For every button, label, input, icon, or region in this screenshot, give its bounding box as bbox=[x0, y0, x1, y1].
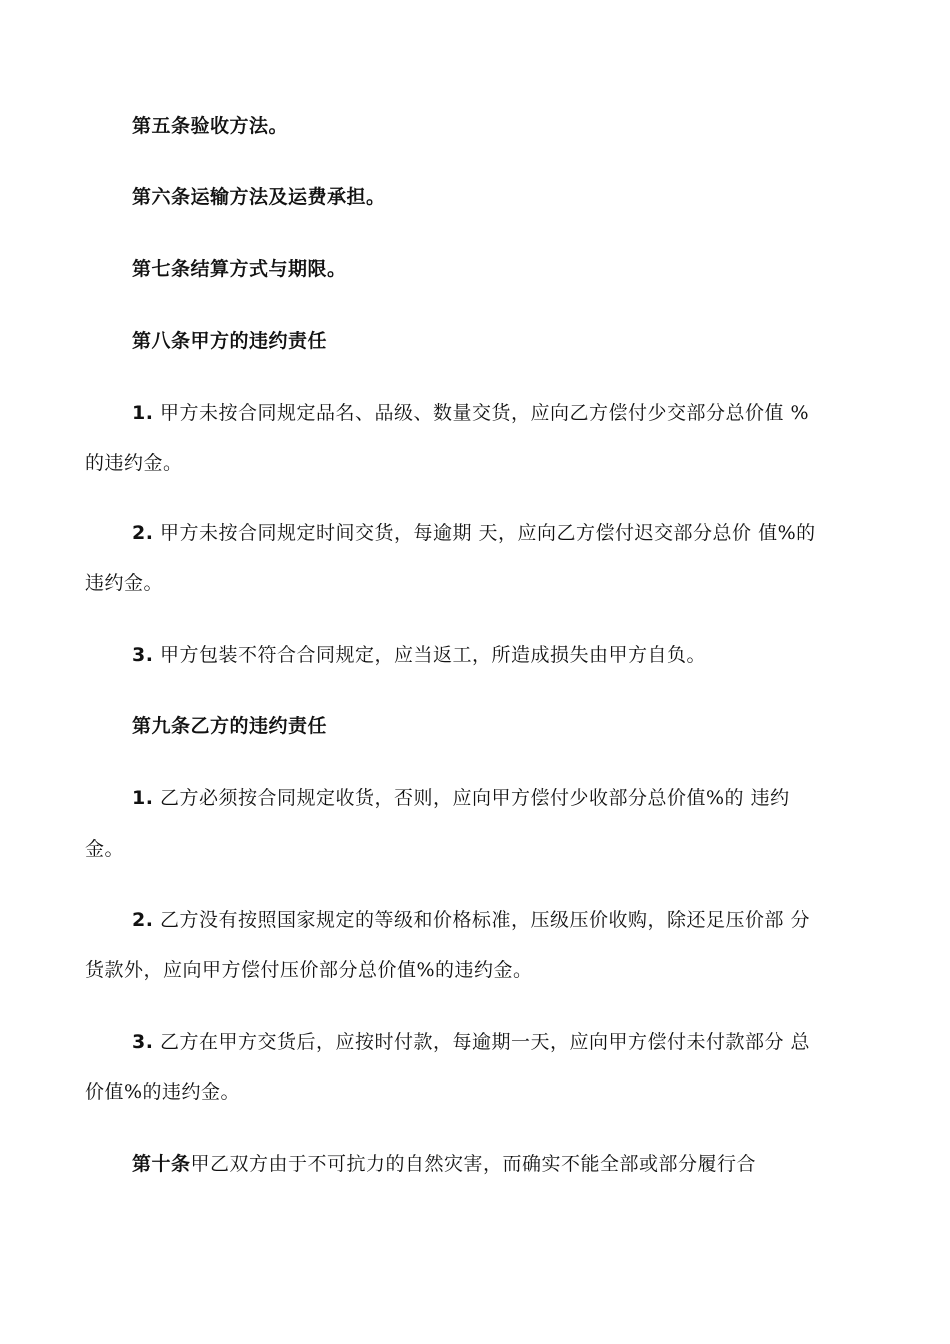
article-10-label: 第十条 bbox=[132, 1153, 191, 1175]
article-8-item-3 bbox=[132, 643, 706, 667]
article-5-title: 第五条验收方法。 bbox=[132, 115, 289, 137]
article-8-item-2 bbox=[132, 521, 816, 545]
article-10-text: 甲乙双方由于不可抗力的自然灾害，而确实不能全部或部分履行合 bbox=[190, 1153, 757, 1175]
article-8-item-1-continued: 的违约金。 bbox=[85, 452, 183, 474]
item-number: 3. bbox=[132, 644, 154, 666]
article-9-item-3 bbox=[132, 1030, 810, 1054]
article-8-title: 第八条甲方的违约责任 bbox=[132, 330, 328, 352]
item-text: 乙方在甲方交货后，应按时付款，每逾期一天，应向甲方偿付未付款部分 总 bbox=[153, 1031, 811, 1053]
item-text: 甲方未按合同规定品名、品级、数量交货，应向乙方偿付少交部分总价值 % bbox=[153, 402, 810, 424]
article-9-item-2 bbox=[132, 908, 810, 932]
item-number: 2. bbox=[132, 522, 154, 544]
item-number: 1. bbox=[132, 402, 154, 424]
article-9-title: 第九条乙方的违约责任 bbox=[132, 715, 328, 737]
item-number: 1. bbox=[132, 787, 154, 809]
article-9-item-2-continued: 货款外，应向甲方偿付压价部分总价值%的违约金。 bbox=[85, 959, 533, 981]
article-7-title: 第七条结算方式与期限。 bbox=[132, 258, 347, 280]
item-number: 2. bbox=[132, 909, 154, 931]
item-text: 甲方包装不符合合同规定，应当返工，所造成损失由甲方自负。 bbox=[153, 644, 706, 666]
article-6-title: 第六条运输方法及运费承担。 bbox=[132, 186, 386, 208]
article-8-item-1 bbox=[132, 401, 809, 425]
item-text: 甲方未按合同规定时间交货，每逾期 天，应向乙方偿付迟交部分总价 值%的 bbox=[153, 522, 816, 544]
item-text: 乙方没有按照国家规定的等级和价格标准，压级压价收购，除还足压价部 分 bbox=[153, 909, 811, 931]
article-9-item-1-continued: 金。 bbox=[85, 838, 125, 860]
item-number: 3. bbox=[132, 1031, 154, 1053]
article-9-item-1 bbox=[132, 786, 790, 810]
article-10-paragraph bbox=[132, 1152, 756, 1176]
article-9-item-3-continued: 价值%的违约金。 bbox=[85, 1081, 241, 1103]
article-8-item-2-continued: 违约金。 bbox=[85, 572, 164, 594]
item-text: 乙方必须按合同规定收货，否则，应向甲方偿付少收部分总价值%的 违约 bbox=[153, 787, 790, 809]
